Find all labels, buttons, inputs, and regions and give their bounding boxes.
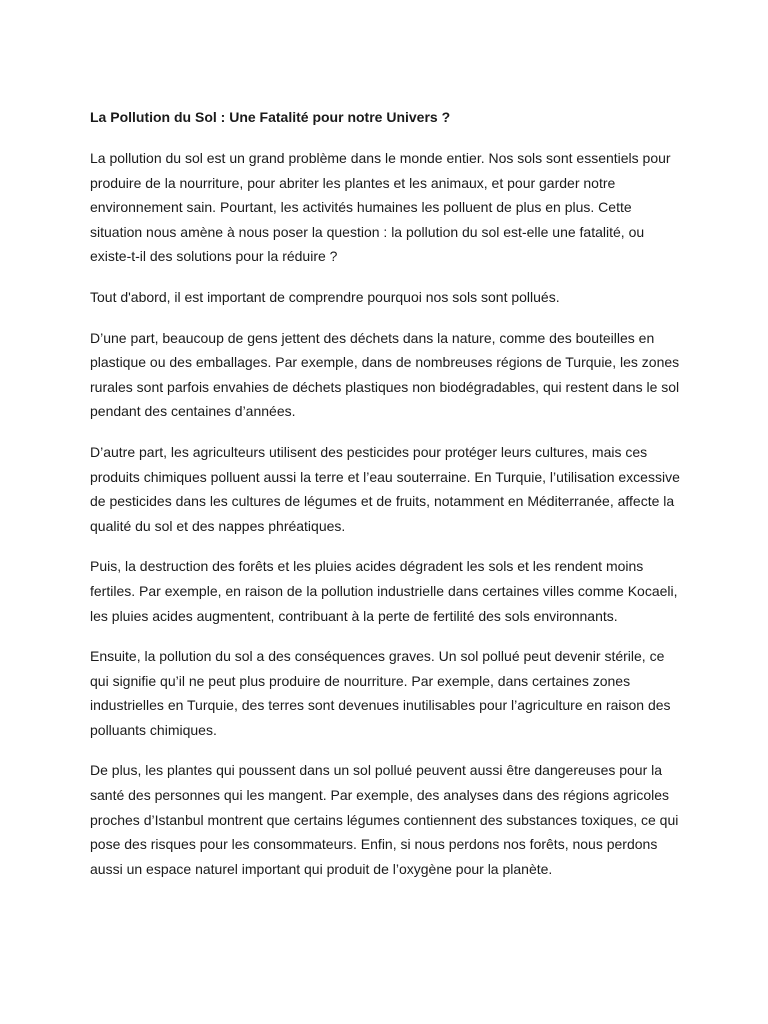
paragraph-introduction: La pollution du sol est un grand problème dans le monde entier. Nos sols sont essentiels pour produire de la nourriture, pour abriter les plantes et les animaux, et pour garder notre environnement sain. Pourtant, les activités humaines les polluent de plus en plus. Cette situation nous amène à nous poser la question : la pollution du sol est-elle une fatalité, ou existe-t-il des solutions pour la réduire ? [90,150,671,265]
paragraph-pesticides: D’autre part, les agriculteurs utilisent des pesticides pour protéger leurs cultures, mais ces produits chimiques polluent aussi la terre et l’eau souterraine. En Turquie, l’utilisation excessive de pesticides dans les cultures de légumes et de fruits, notamment en Méditerranée, affecte la qualité du sol et des nappes phréatiques. [90,443,680,534]
paragraph-waste: D’une part, beaucoup de gens jettent des déchets dans la nature, comme des bouteilles en plastique ou des emballages. Par exemple, dans de nombreuses régions de Turquie, les zones rurales sont parfois envahies de déchets plastiques non biodégradables, qui restent dans le sol pendant des centaines d’années. [90,329,680,420]
document-page [90,107,680,897]
document-title: La Pollution du Sol : Une Fatalité pour notre Univers ? [90,109,451,125]
paragraph-transition: Tout d'abord, il est important de comprendre pourquoi nos sols sont pollués. [90,288,560,305]
paragraph-consequences: Ensuite, la pollution du sol a des conséquences graves. Un sol pollué peut devenir stérile, ce qui signifie qu’il ne peut plus produire de nourriture. Par exemple, dans certaines zones industrielles en Turquie, des terres sont devenues inutilisables pour l’agriculture en raison des polluants chimiques. [90,648,671,738]
paragraph-deforestation-acid-rain: Puis, la destruction des forêts et les pluies acides dégradent les sols et les rendent moins fertiles. Par exemple, en raison de la pollution industrielle dans certaines villes comme Kocaeli, les pluies acides augmentent, contribuant à la perte de fertilité des sols environnants. [90,558,678,624]
paragraph-health-risks: De plus, les plantes qui poussent dans un sol pollué peuvent aussi être dangereuses pour la santé des personnes qui les mangent. Par exemple, des analyses dans des régions agricoles proches d’Istanbul montrent que certains légumes contiennent des substances toxiques, ce qui pose des risques pour les consommateurs. Enfin, si nous perdons nos forêts, nous perdons aussi un espace naturel important qui produit de l’oxygène pour la planète. [90,762,679,877]
